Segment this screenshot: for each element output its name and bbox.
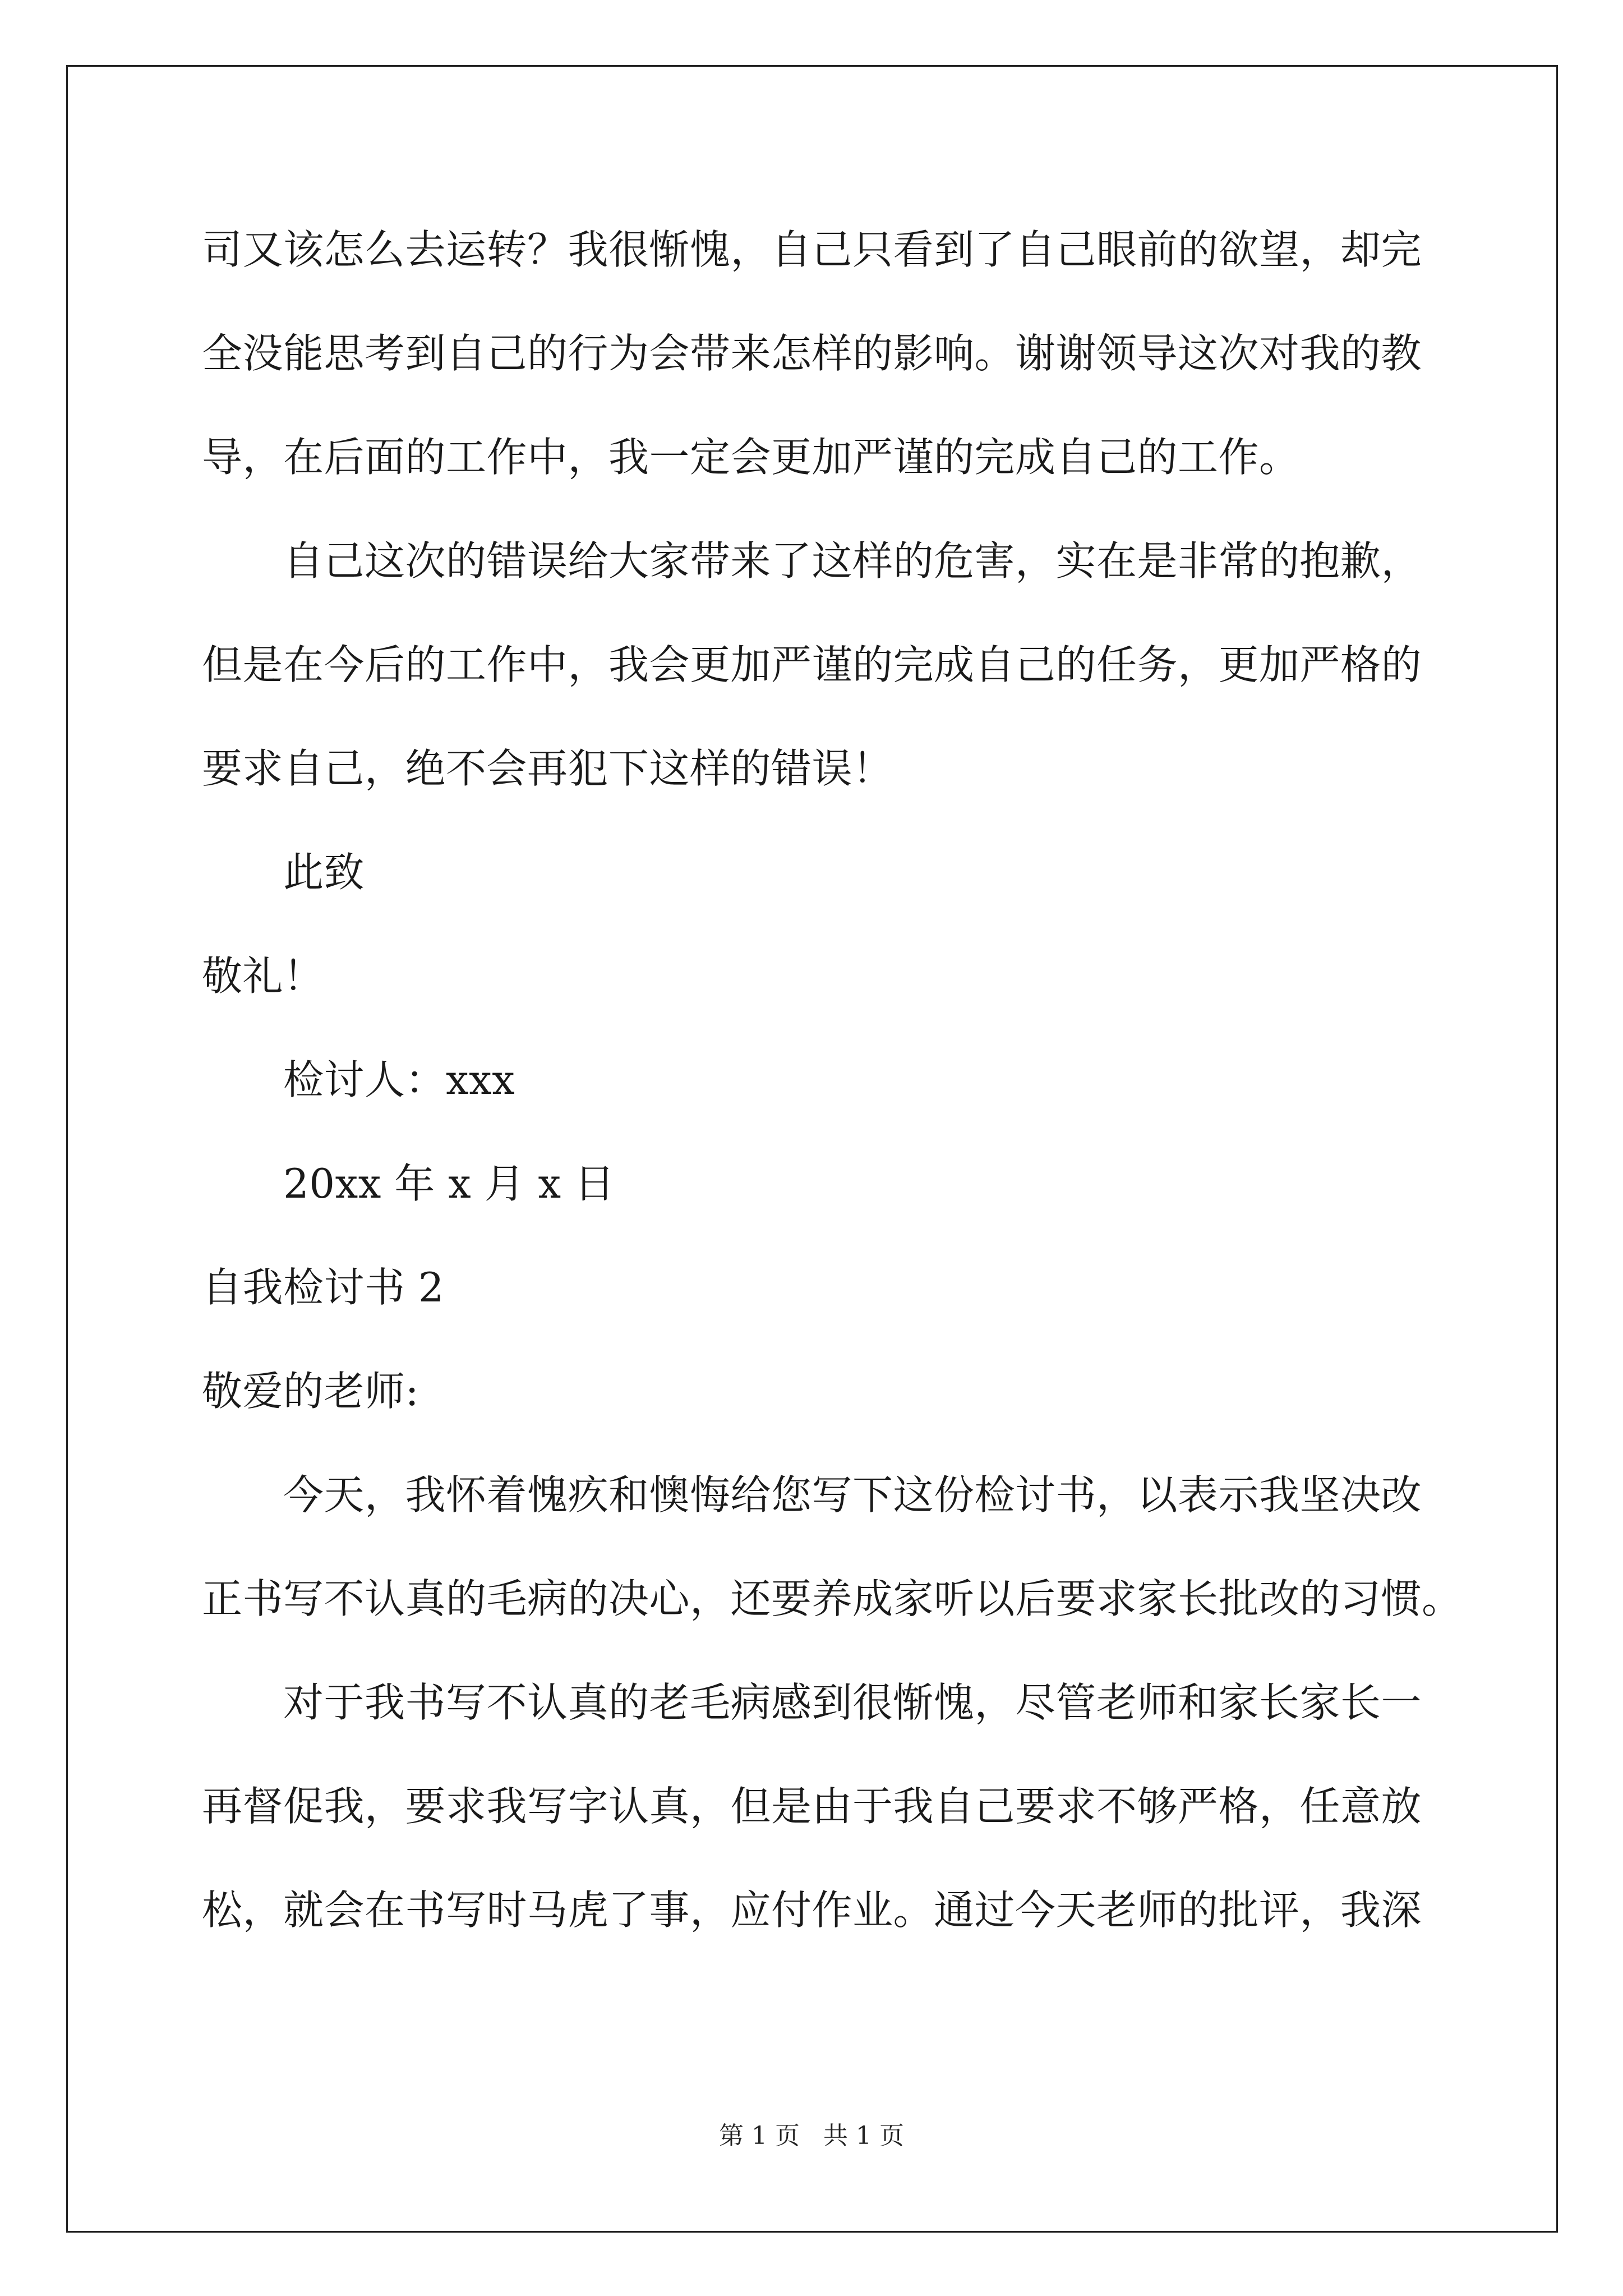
date-line: 20xx 年 x 月 x 日 bbox=[283, 1160, 615, 1207]
body-line-1: 司又该怎么去运转？我很惭愧，自己只看到了自己眼前的欲望，却完 bbox=[202, 226, 1422, 273]
page-number-footer: 第 1 页 共 1 页 bbox=[719, 2122, 904, 2150]
body-line-6: 要求自己，绝不会再犯下这样的错误！ bbox=[202, 745, 893, 792]
body-line-4: 自己这次的错误给大家带来了这样的危害，实在是非常的抱歉， bbox=[283, 537, 1422, 585]
body-line-7: 今天，我怀着愧疚和懊悔给您写下这份检讨书，以表示我坚决改 bbox=[283, 1471, 1422, 1519]
body-line-2: 全没能思考到自己的行为会带来怎样的影响。谢谢领导这次对我的教 bbox=[202, 330, 1422, 377]
body-line-3: 导，在后面的工作中，我一定会更加严谨的完成自己的工作。 bbox=[202, 434, 1300, 481]
closing-regards: 敬礼！ bbox=[202, 953, 324, 1000]
body-line-8: 正书写不认真的毛病的决心，还要养成家听以后要求家长批改的习惯。 bbox=[202, 1575, 1463, 1622]
section-title: 自我检讨书 2 bbox=[202, 1264, 445, 1311]
signature-line: 检讨人：xxx bbox=[283, 1056, 515, 1103]
body-line-11: 松，就会在书写时马虎了事，应付作业。通过今天老师的批评，我深 bbox=[202, 1887, 1422, 1934]
greeting-line: 敬爱的老师: bbox=[202, 1368, 419, 1415]
closing-salutation: 此致 bbox=[283, 849, 365, 896]
body-line-9: 对于我书写不认真的老毛病感到很惭愧，尽管老师和家长家长一 bbox=[283, 1679, 1422, 1726]
body-line-10: 再督促我，要求我写字认真，但是由于我自己要求不够严格，任意放 bbox=[202, 1783, 1422, 1830]
body-line-5: 但是在今后的工作中，我会更加严谨的完成自己的任务，更加严格的 bbox=[202, 641, 1422, 688]
